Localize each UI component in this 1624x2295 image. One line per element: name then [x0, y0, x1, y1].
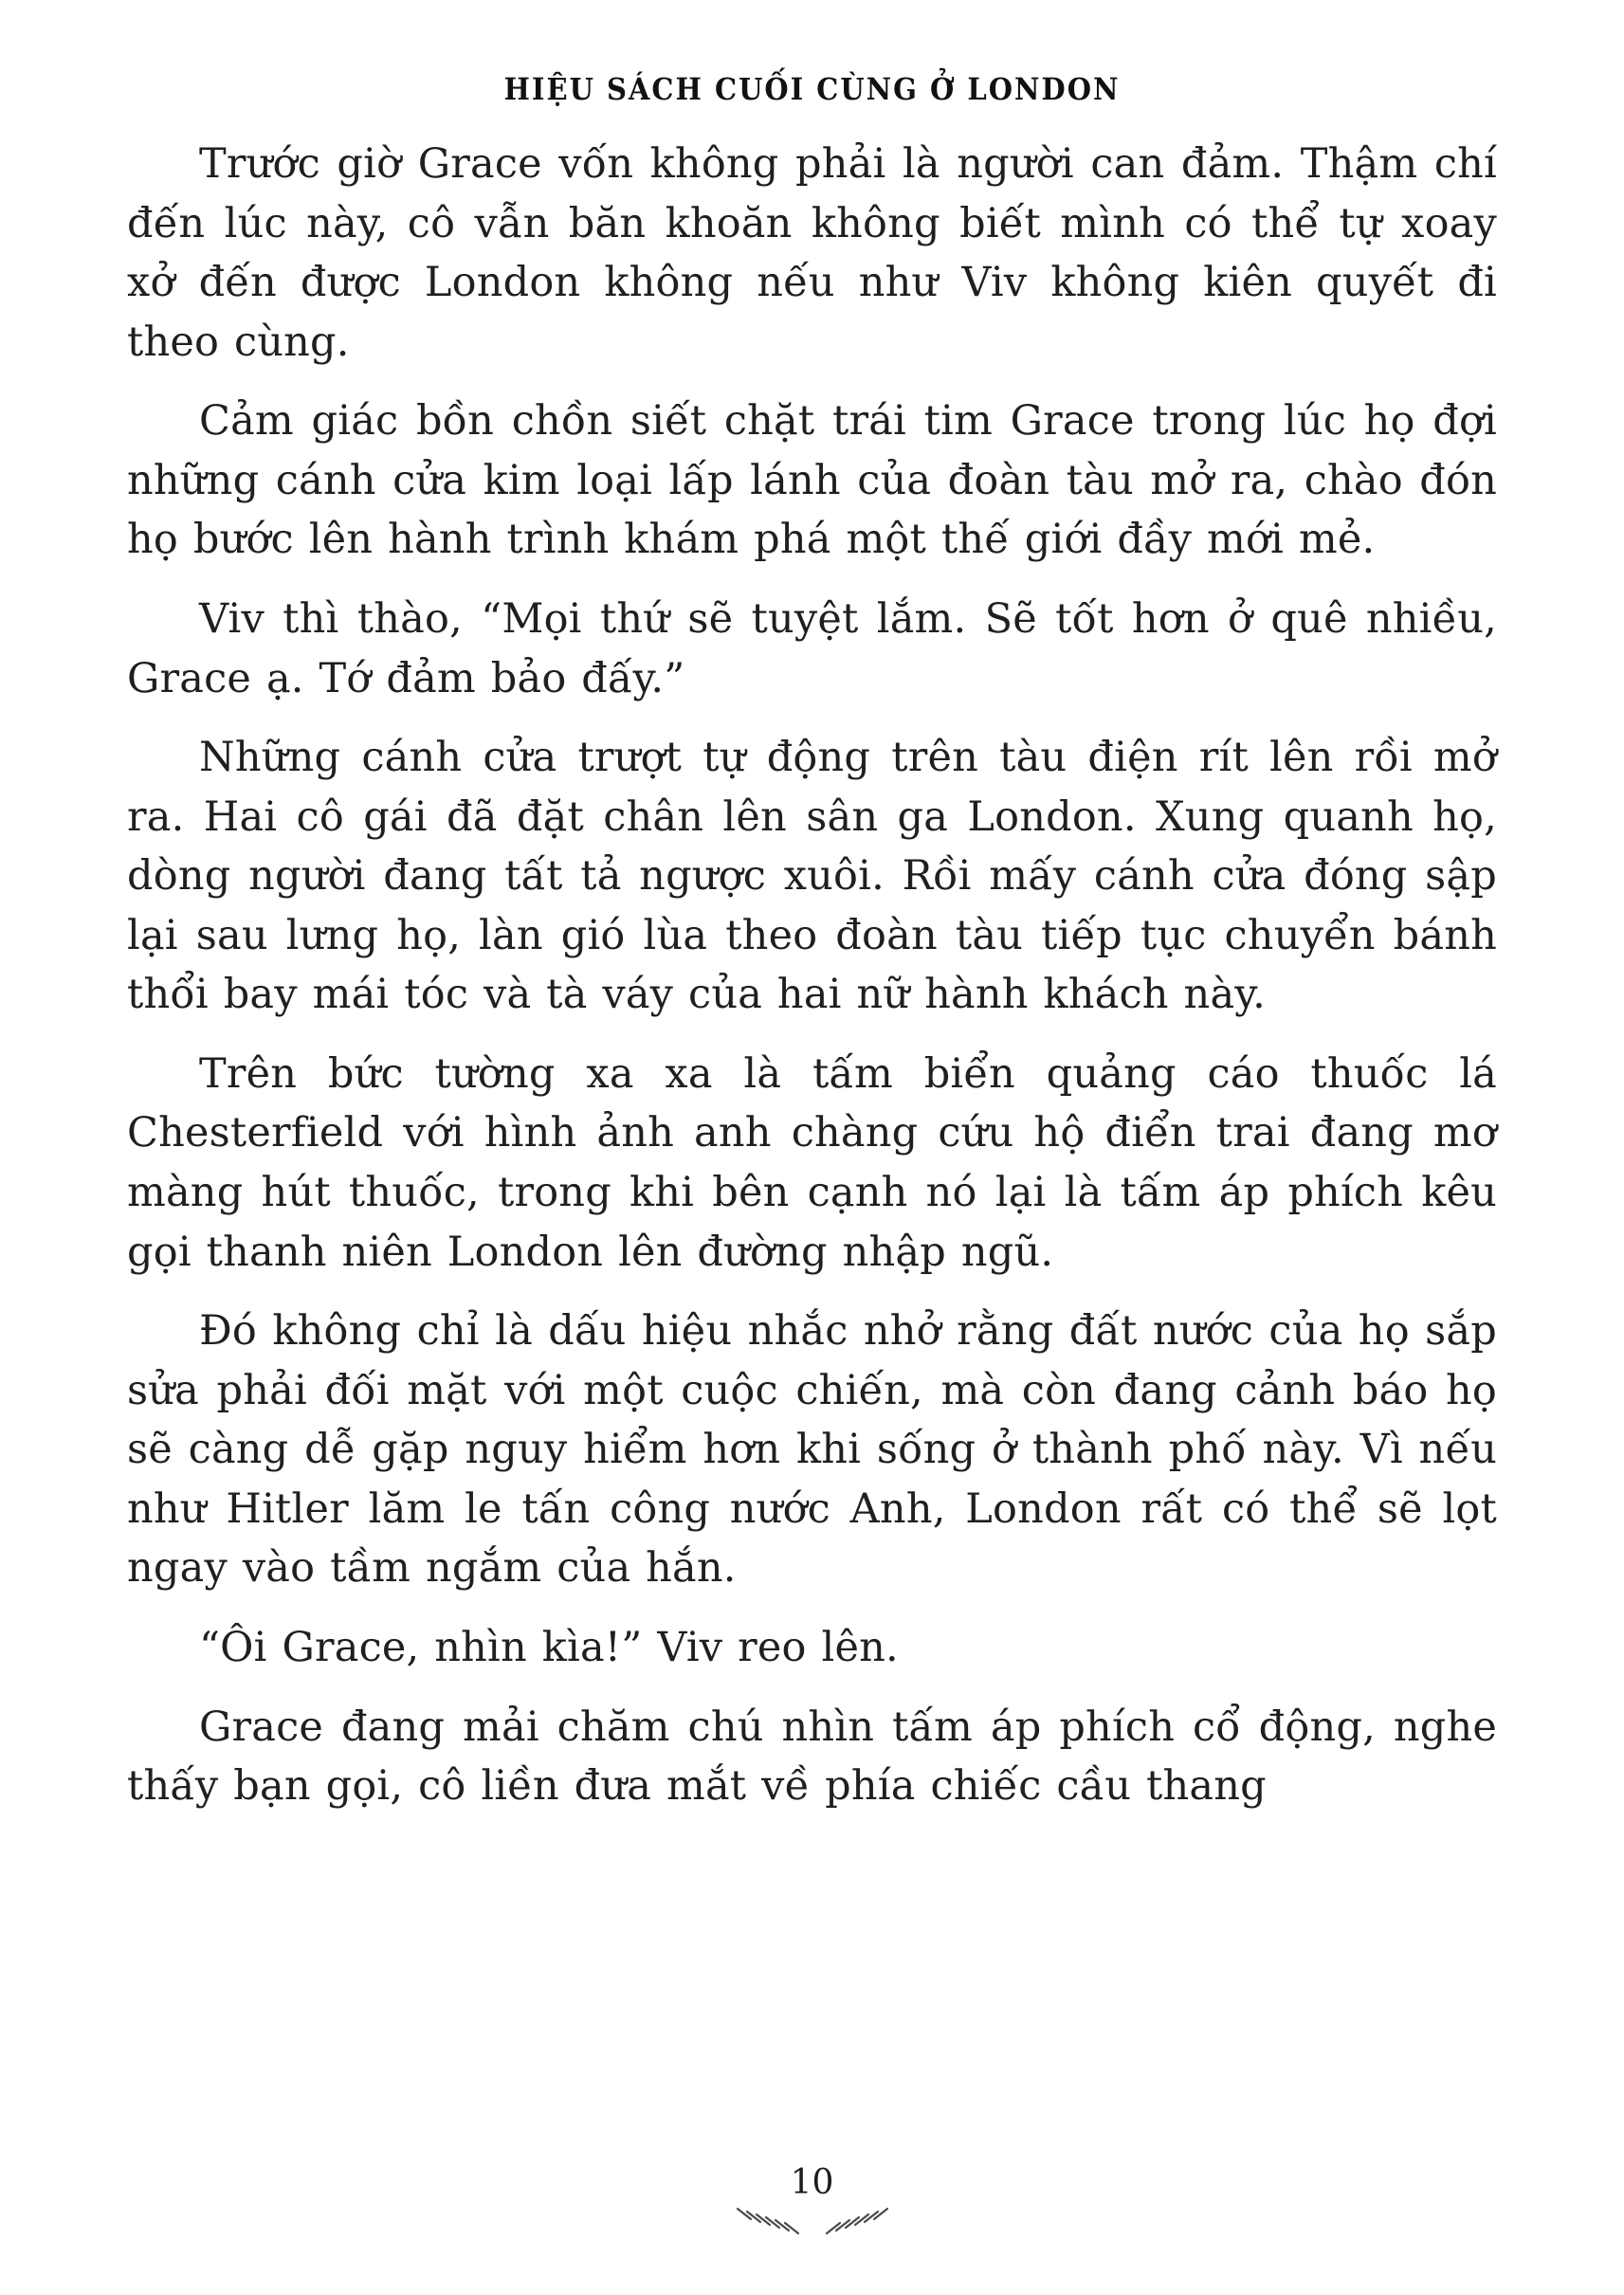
page-number: 10 [790, 2163, 834, 2202]
page-footer [0, 2163, 1624, 2242]
paragraph: Grace đang mải chăm chú nhìn tấm áp phích cổ động, nghe thấy bạn gọi, cô liền đưa mắt về phía chiếc cầu thang [127, 1703, 1497, 1811]
running-head-title: HIỆU SÁCH CUỐI CÙNG Ở LONDON [503, 71, 1121, 107]
paragraph: Viv thì thào, “Mọi thứ sẽ tuyệt lắm. Sẽ tốt hơn ở quê nhiều, Grace ạ. Tớ đảm bảo đấy.” [127, 594, 1497, 702]
paragraph: Những cánh cửa trượt tự động trên tàu điện rít lên rồi mở ra. Hai cô gái đã đặt chân lên sân ga London. Xung quanh họ, dòng người đang tất tả ngược xuôi. Rồi mấy cánh cửa đóng sập lại sau lưng họ, làn gió lùa theo đoàn tàu tiếp tục chuyển bánh thổi bay mái tóc và tà váy của hai nữ hành khách này. [127, 734, 1497, 1019]
paragraph: Đó không chỉ là dấu hiệu nhắc nhở rằng đất nước của họ sắp sửa phải đối mặt với một cuộc chiến, mà còn đang cảnh báo họ sẽ càng dễ gặp nguy hiểm hơn khi sống ở thành phố này. Vì nếu như Hitler lăm le tấn công nước Anh, London rất có thể sẽ lọt ngay vào tầm ngắm của hắn. [127, 1307, 1497, 1593]
paragraph: Cảm giác bồn chồn siết chặt trái tim Grace trong lúc họ đợi những cánh cửa kim loại lấp lánh của đoàn tàu mở ra, chào đón họ bước lên hành trình khám phá một thế giới đầy mới mẻ. [127, 397, 1497, 564]
paragraph: Trên bức tường xa xa là tấm biển quảng cáo thuốc lá Chesterfield với hình ảnh anh chàng cứu hộ điển trai đang mơ màng hút thuốc, trong khi bên cạnh nó lại là tấm áp phích kêu gọi thanh niên London lên đường nhập ngũ. [127, 1049, 1497, 1276]
paragraph: Trước giờ Grace vốn không phải là người can đảm. Thậm chí đến lúc này, cô vẫn băn khoăn không biết mình có thể tự xoay xở đến được London không nếu như Viv không kiên quyết đi theo cùng. [127, 140, 1497, 366]
paragraph: “Ôi Grace, nhìn kìa!” Viv reo lên. [199, 1623, 899, 1671]
laurel-ornament-icon [732, 2204, 893, 2238]
body-text-block [0, 135, 1624, 1816]
